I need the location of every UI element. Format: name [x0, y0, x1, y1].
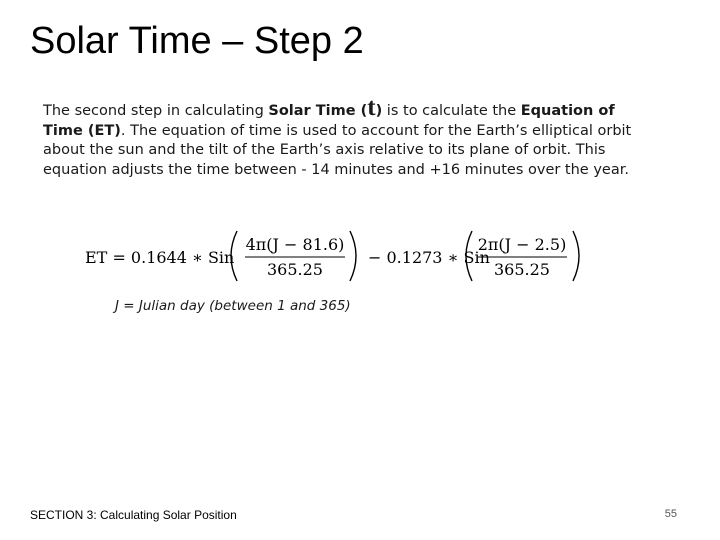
fraction-1-numerator: 4π(J − 81.6)	[245, 235, 345, 254]
description-paragraph	[43, 94, 643, 180]
equation-of-time-formula	[85, 225, 585, 287]
solar-time-symbol: t	[367, 94, 376, 121]
julian-day-note: J = Julian day (between 1 and 365)	[115, 298, 351, 314]
rest-text: . The equation of time is used to account for the Earth’s elliptical orbit about the sun and the tilt of the Earth’s axis relative to its plane of orbit. This equation adjusts the time between - 14 minutes and +16 minutes over the year.	[43, 122, 632, 178]
solar-time-close: )	[375, 103, 383, 119]
solar-time-term: Solar Time (	[268, 103, 368, 119]
middle-text: is to calculate the	[382, 103, 521, 119]
section-footer: SECTION 3: Calculating Solar Position	[30, 508, 237, 522]
paren-right-1	[350, 231, 356, 281]
equation-of-time-term: Equation of Time (ET)	[43, 103, 615, 139]
slide-title: Solar Time – Step 2	[30, 20, 364, 62]
intro-text: The second step in calculating	[43, 103, 269, 119]
fraction-1-denominator: 365.25	[267, 260, 323, 279]
equation-middle: − 0.1273 ∗ Sin	[368, 248, 490, 267]
paren-right-2	[573, 231, 579, 281]
page-number: 55	[664, 508, 677, 520]
fraction-2-numerator: 2π(J − 2.5)	[477, 235, 567, 254]
equation-lhs: ET = 0.1644 ∗ Sin	[85, 248, 235, 267]
fraction-2-denominator: 365.25	[494, 260, 550, 279]
